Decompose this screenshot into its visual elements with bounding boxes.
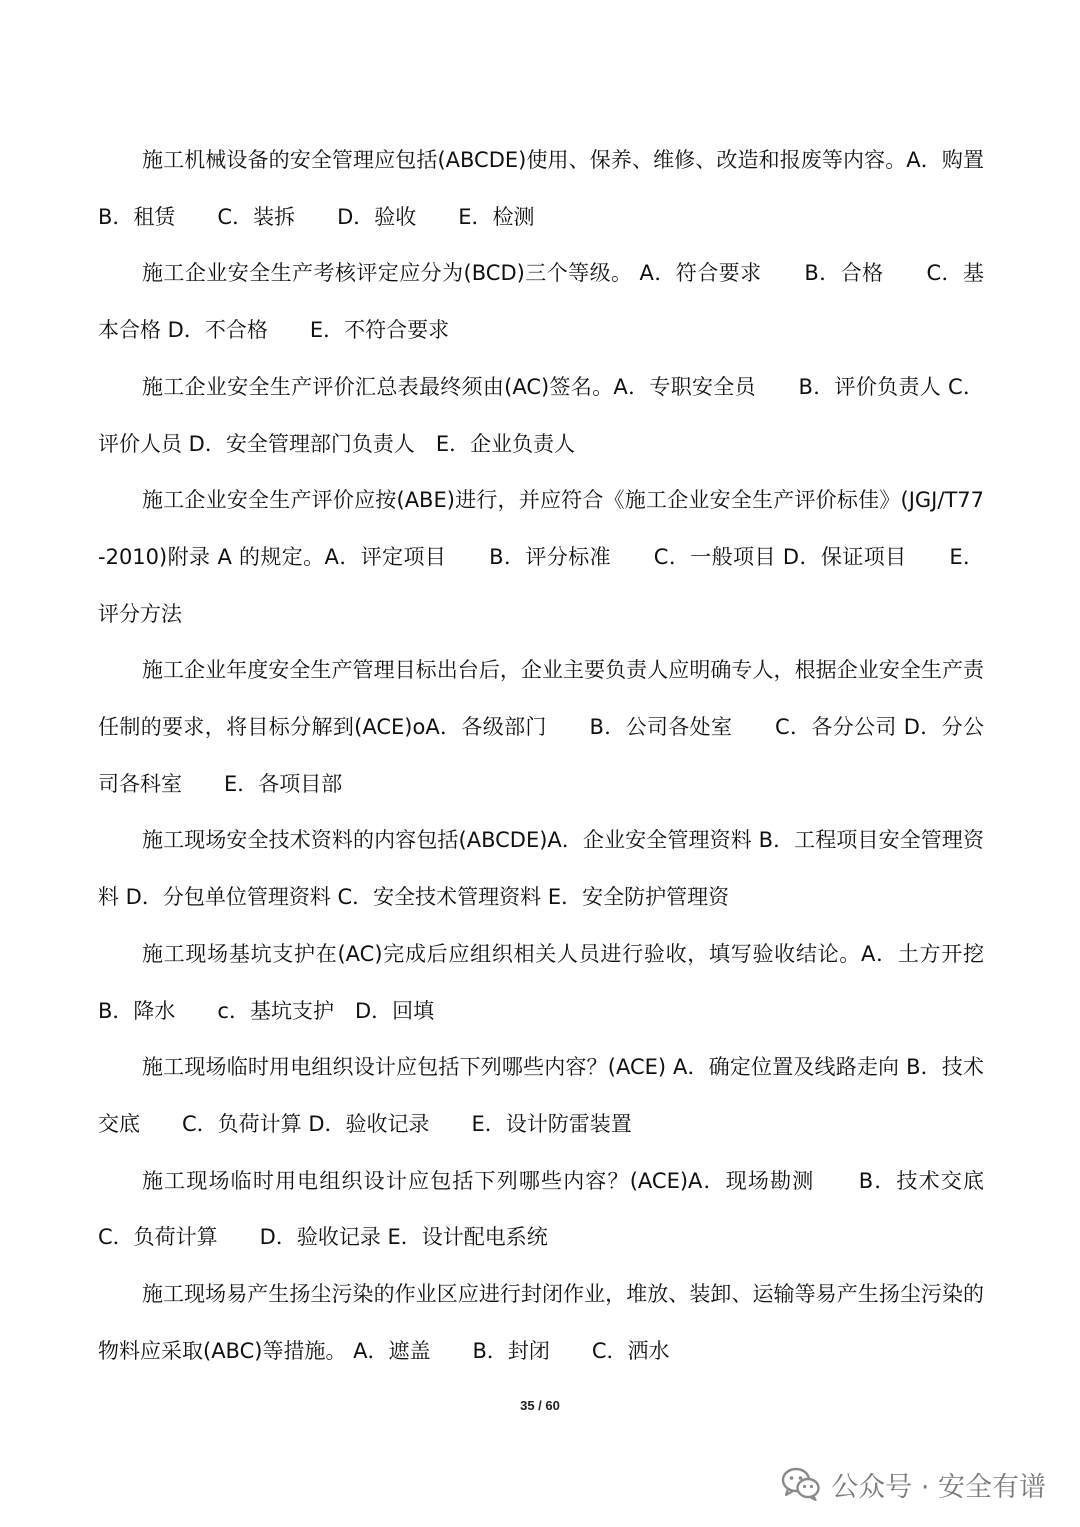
wechat-icon [781, 1467, 821, 1501]
watermark [781, 1462, 1046, 1506]
paragraph: 施工现场基坑支护在(AC)完成后应组织相关人员进行验收，填写验收结论。A．土方开挖B．降水 c．基坑支护 D．回填 [98, 941, 984, 1023]
paragraph: 施工企业年度安全生产管理目标出台后，企业主要负责人应明确专人，根据企业安全生产责任制的要求，将目标分解到(ACE)oA．各级部门 B．公司各处室 C．各分公司 D．分公司各科室 E．各项目部 [98, 658, 984, 796]
page-number: 35 / 60 [520, 1398, 560, 1413]
paragraph: 施工企业安全生产评价应按(ABE)进行，并应符合《施工企业安全生产评价标佳》(JGJ/T77-2010)附录 A 的规定。A．评定项目 B．评分标准 C．一般项目 D．保证项目 E．评分方法 [98, 488, 984, 626]
paragraph: 施工现场易产生扬尘污染的作业区应进行封闭作业，堆放、装卸、运输等易产生扬尘污染的物料应采取(ABC)等措施。 A．遮盖 B．封闭 C．洒水 [98, 1282, 984, 1363]
paragraph: 施工现场安全技术资料的内容包括(ABCDE)A．企业安全管理资料 B．工程项目安全管理资料 D．分包单位管理资料 C．安全技术管理资料 E．安全防护管理资 [98, 828, 984, 910]
paragraph: 施工现场临时用电组织设计应包括下列哪些内容？(ACE) A．确定位置及线路走向 B．技术交底 C．负荷计算 D．验收记录 E．设计防雷装置 [98, 1055, 984, 1136]
paragraph: 施工企业安全生产评价汇总表最终须由(AC)签名。A．专职安全员 B．评价负责人 C．评价人员 D．安全管理部门负责人 E．企业负责人 [98, 374, 984, 456]
paragraph: 施工企业安全生产考核评定应分为(BCD)三个等级。 A．符合要求 B．合格 C．基本合格 D．不合格 E．不符合要求 [98, 261, 984, 343]
paragraph: 施工现场临时用电组织设计应包括下列哪些内容？(ACE)A．现场勘测 B．技术交底 C．负荷计算 D．验收记录 E．设计配电系统 [98, 1168, 984, 1250]
paragraph: 施工机械设备的安全管理应包括(ABCDE)使用、保养、维修、改造和报废等内容。A．购置 B．租赁 C．装拆 D．验收 E．检测 [98, 148, 1026, 229]
watermark-text: 公众号 · 安全有谱 [831, 1471, 1046, 1503]
document-body [98, 132, 1026, 1379]
